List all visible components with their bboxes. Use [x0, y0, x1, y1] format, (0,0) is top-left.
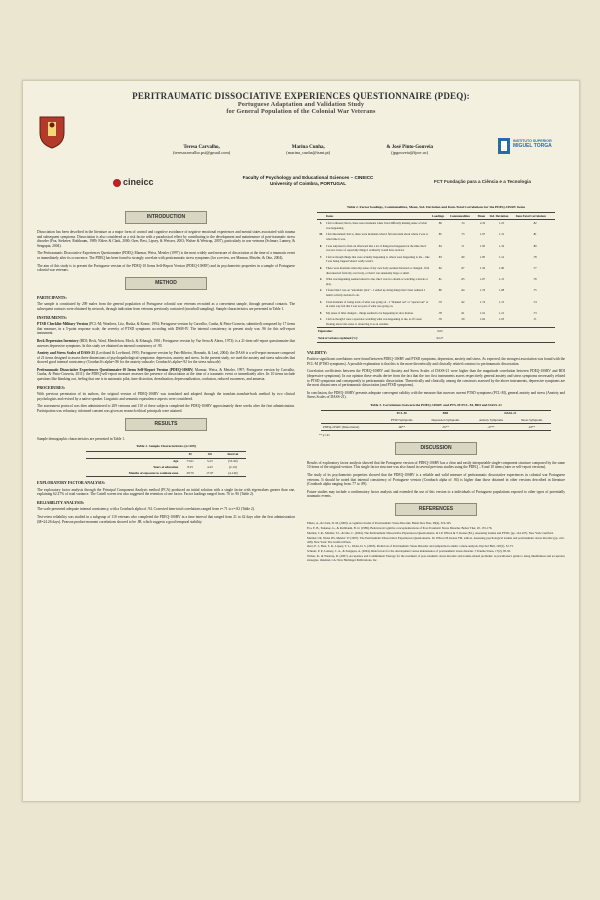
table-row	[317, 310, 555, 317]
method-banner: METHOD	[125, 277, 207, 290]
table-cell: .76	[438, 317, 442, 322]
poster-subtitle-2: for General Population of the Colonial War Veterans	[226, 108, 376, 115]
poster	[22, 80, 580, 802]
table-3-group: PCL-M	[382, 410, 421, 417]
table-cell: I felt confused; that is, there were moments when I had difficulty making sense of what was happening.	[326, 221, 427, 230]
intro-paragraph-3: The aim of this study is to present the Portuguese version of the PDEQ-10 Items Self-Report Version (PDEQ-10SRV) and its psychometric properties in a sample of Portuguese colonial war veterans.	[37, 263, 295, 273]
author-3	[386, 145, 433, 155]
table-cell: What was happening seemed unreal to me, like I was in a dream or watching a movie or play.	[326, 277, 428, 286]
table-cell: 1.25	[499, 221, 505, 226]
table-cell: 2.19	[480, 221, 486, 226]
introduction-banner: INTRODUCTION	[125, 211, 207, 224]
table-cell: .74	[532, 299, 537, 304]
poster-title-block	[23, 91, 579, 115]
instruments-heading: INSTRUMENTS:	[37, 315, 67, 320]
table-row	[317, 299, 555, 310]
table-cell: 1.95	[480, 243, 486, 248]
table-1-caption: Table 1. Sample Characteristics (n=209)	[136, 444, 196, 449]
table-cell: I had moments of losing track of what was going on – I "blanked out" or "spaced out" or in some way felt that I was not part of what was going on.	[326, 299, 429, 309]
table-2-header: Mean	[477, 212, 489, 220]
eigenvalue-label: Eigenvalue:	[317, 328, 431, 335]
table-cell: 1.67	[480, 277, 486, 282]
right-column	[307, 205, 565, 564]
reference-item: Foa, E. B., Steketee, G., & Rothbaum, B. O. (1989). Behavioral/cognitive conceptualizations of Post-Traumatic Stress Disorder. Behav Ther, 20, 155-176.	[307, 525, 493, 530]
table-2-header	[317, 212, 325, 220]
author-1-email: (teresacarvalho.psi@gmail.com)	[173, 150, 231, 155]
table-cell: 17.97	[200, 470, 220, 476]
faculty-line-1: Faculty of Psychology and Educational Sciences – CINEICC	[242, 175, 374, 180]
table-cell: 73.61	[186, 459, 194, 464]
instrument-pcl-name: PTSD Checklist-Military Version	[37, 322, 88, 327]
table-cell: 7.	[319, 254, 323, 259]
table-cell: 1.97	[480, 232, 486, 237]
author-3-name: & José Pinto-Gouveia	[386, 145, 433, 150]
procedures-heading: PROCEDURES:	[37, 385, 66, 390]
table-3-subheader: Stress Symptoms	[512, 417, 551, 424]
instrument-dass	[37, 351, 295, 365]
poster-subtitle-1: Portuguese Adaptation and Validation Study	[237, 101, 365, 108]
table-3-subheader: Anxiety Symptoms	[470, 417, 513, 424]
discussion-paragraph-2: The study of its psychometric properties showed that the PDEQ-10SRV is a reliable and valid measure of peritraumatic dissociative experiences in colonial war Portuguese veterans. It should be noted that internal consistency of Portuguese version (Cronbach alpha of .94) is higher than those obtained in other versions described in literature (Cronbach alpha ranging from .77 to .89).	[307, 472, 565, 487]
table-cell: 8.25	[187, 464, 193, 469]
table-cell: .71	[460, 243, 465, 248]
table-cell: .73	[460, 232, 465, 237]
references-banner: REFERENCES	[395, 503, 477, 516]
table-cell: .86	[438, 221, 442, 226]
table-cell: 6.	[319, 265, 323, 270]
table-cell: 1.12	[499, 254, 505, 259]
table-row	[317, 243, 555, 254]
instrument-bdi-name: Beck Depression Inventory	[37, 338, 79, 343]
table-row	[317, 265, 555, 276]
validity-heading: VALIDITY:	[307, 350, 327, 355]
validity-paragraph-3: In conclusion, the PDEQ-10SRV presents adequate convergent validity with the measure that assesses current PTSD symptoms (PCL-M), general anxiety and stress (Anxiety and Stress Scales of DASS-21).	[307, 390, 565, 400]
intro-paragraph-2: The Peritraumatic Dissociative Experiences Questionnaire (PDEQ; Marmar, Weiss, Metzler (1997) is the most widely used measure of dissociation at the time of a traumatic event or immediately after its occurrence. The PDEQ has been found to strongly correlate with posttraumatic stress symptoms (for a review, see Marmar, Metzler, & Otte, 2004).	[37, 251, 295, 260]
table-row	[317, 276, 555, 287]
variance-label: Total of variance explained (%):	[317, 335, 431, 342]
table-2-caption: Table 2. Factor loadings, Communalities, Mean, Std. Deviation and Item-Total Correlations for the PDEQ-10SRV items	[346, 205, 526, 209]
table-cell: 1.85	[480, 254, 486, 259]
cineicc-logo	[113, 177, 154, 187]
reliability-heading: RELIABILITY ANALYSIS:	[37, 500, 85, 505]
left-column	[37, 207, 295, 527]
table-cell: I found that I was on "automatic pilot" – I ended up doing things that I later realized I hadn't actively decided to do.	[326, 288, 425, 297]
table-cell: .75	[532, 288, 537, 293]
table-cell: .47**	[470, 423, 513, 430]
results-paragraph: Sample demographic characteristics are presented in Table 1.	[37, 436, 125, 441]
reference-item: Ehlers, A., & Clark, D. M. (2000). A cognitive model of Posttraumatic Stress Disorder. Behav Res Ther, 38(4), 319-345.	[307, 520, 452, 525]
table-cell: .82	[438, 265, 442, 270]
table-cell: 1.19	[499, 243, 505, 248]
table-cell: .71	[532, 317, 537, 322]
table-1-header: M	[180, 451, 200, 458]
table-cell: 1.	[319, 317, 323, 322]
participants-paragraph: The sample is constituted by 209 males from the general population of Portuguese colonial war veterans recruited as a convenient sample, through personal contacts. The subsequent contacts were obtained by network, through indication from veterans previously contacted (snowball sampling). Sample characteristics are presented in Table 1.	[37, 302, 295, 311]
table-cell: (2-19)	[228, 464, 237, 469]
table-cell: 1.03	[499, 317, 505, 322]
table-cell: .81	[532, 232, 537, 237]
table-cell: .81	[438, 277, 442, 282]
table-cell: Years of education	[153, 464, 179, 469]
instrument-pdeq-name: Peritraumatic Dissociative Experiences Questionnaire-10 Items Self-Report Version (PDEQ-10SRV;	[37, 367, 194, 372]
efa-heading: EXPLORATORY FACTOR ANALYSIS:	[37, 480, 106, 485]
ismt-logo	[497, 137, 553, 157]
table-3-group: DASS-21	[470, 410, 551, 417]
ismt-line-2: MIGUEL TORGA	[513, 143, 552, 149]
table-cell: .84	[438, 243, 442, 248]
table-cell: Months of exposure to combate zone	[86, 470, 180, 476]
faculty-block	[223, 175, 393, 187]
poster-title: PERITRAUMATIC DISSOCIATIVE EXPERIENCES QUESTIONNAIRE (PDEQ):	[132, 91, 470, 101]
table-3-subheader: PTSD Symptoms	[382, 417, 421, 424]
table-cell: .80	[532, 243, 537, 248]
table-row	[317, 220, 555, 232]
table-cell: 5.23	[207, 459, 213, 464]
table-cell: 1.91	[480, 310, 486, 315]
cineicc-text: cineicc	[123, 177, 154, 187]
table-cell: I felt as though I were a spectator watching what was happening to me, as if I were floating above the scene or observing it as an outsider.	[326, 317, 422, 326]
table-cell: .79	[438, 299, 442, 304]
table-2-header: Std. Deviation	[489, 212, 515, 220]
table-row	[317, 287, 555, 298]
reference-item: Marmar CR, Weiss DS, Metzler TJ (1997). The Peritraumatic Dissociative Experiences Questionnaire. In: Wilson JP, Keane TM, editors. Assessing psychological trauma and posttraumatic stress disorder (pp. 412–428). New York: The Guilford Press.	[307, 535, 565, 544]
table-3-caption: Table 3. Correlations between the PDEQ-10SRV and PTS-M PCL-M, BDI and DASS-21	[370, 403, 502, 407]
table-cell: 1.08	[499, 288, 505, 293]
table-cell: .62	[460, 299, 465, 304]
ismt-line-1: INSTITUTO SUPERIOR	[513, 139, 552, 143]
cineicc-dot-icon	[113, 179, 121, 187]
table-cell: .67	[460, 265, 465, 270]
table-cell: I was surprised to find out afterward that a lot of things had happened at the time that I was not aware of, especially things I ordinarily would have noticed.	[326, 243, 427, 253]
table-cell: .66**	[382, 423, 421, 430]
table-1-header: Interval	[220, 451, 246, 458]
table-cell: .85	[438, 232, 442, 237]
instrument-pcl	[37, 322, 295, 336]
table-1	[86, 451, 246, 477]
table-cell: .65	[460, 277, 465, 282]
table-1-header: SD	[200, 451, 220, 458]
table-cell: (53-90)	[228, 459, 238, 464]
table-cell: .78	[438, 310, 442, 315]
intro-paragraph-1: Dissociation has been described in the literature as a major form of control and cognitive avoidance of negative emotional experiences and mental states associated with trauma and subsequent symptoms. Dissociation is also considered as a risk factor with a paradoxical effect by contributing to the development and maintenance of post-traumatic stress disorder (Foa, Steketee, Rothbaum, 1989; Ehlers & Clark, 2000; Ozer, Best, Lipsey, & Weisser, 2003; Walser & Westrup, 2007), particularly in war veterans (Schnurr, Lunney, & Sengupta, 2004).	[37, 230, 295, 248]
author-1-name: Teresa Carvalho,	[183, 145, 220, 150]
discussion-banner: DISCUSSION	[395, 442, 477, 455]
table-cell: My sense of time changed – things seemed to be happening in slow motion.	[326, 310, 414, 315]
table-cell: 10.	[319, 232, 323, 237]
instrument-pdeq-text: Marmar, Weiss, & Metzler, 1997; Portuguese version by Carvalho, Cunha, & Pinto-Gouveia, 2011): the PDEQ-self-report measure assesses the presence of dissociation at the time of a traumatic event or immediately after. Its 10 items include questions like blanking out, feeling that one is in automatic pilot, time distortion, derealization, depersonalization, confusion, reduced awareness, and amnesia.	[37, 367, 296, 382]
table-3-group: BDI	[421, 410, 470, 417]
participants-heading: PARTICIPANTS:	[37, 295, 67, 300]
table-cell: 1.74	[480, 299, 486, 304]
table-cell: 1.21	[499, 310, 505, 315]
table-cell: There were moments when my sense of my own body seemed distorted or changed. I felt disconnected from my own body, or that it was unusually large or small.	[326, 265, 430, 275]
table-cell: 5.	[319, 221, 323, 226]
reference-item: Ozer, E. J., Best, S. R., Lipsey, T. L., Weiss, D. S. (2003). Predictors of Posttraumatic Stress Disorder and symptoms in adults: a meta-analysis. Psychol Bull, 129(1), 52-73.	[307, 544, 514, 549]
results-banner: RESULTS	[125, 418, 207, 431]
table-cell: .82	[532, 221, 537, 226]
table-cell: .78	[532, 254, 537, 259]
instrument-bdi-text: (BDI; Beck, Ward, Mendelson, Mock, & Erbaugh, 1961; Portuguese version by Vaz Serra & Abreu, 1973): is a 21-item self-report questionnaire that assesses depressive symptoms. In this study we obtained an internal consistency of .90.	[37, 338, 295, 348]
fct-logo: FCT Fundação para a Ciência e a Tecnologia	[433, 179, 531, 184]
table-cell: PDEQ-10SRV (Dissociation)	[321, 423, 382, 430]
table-cell: 1.56	[480, 265, 486, 270]
table-1-header	[86, 451, 180, 458]
discussion-paragraph-3: Future studies may include a confirmatory factor analysis and extended the use of this version to a individuals of Portuguese populations exposed to other types of potentially traumatic events.	[307, 489, 565, 499]
table-3-subheader: Depression Symptoms	[421, 417, 470, 424]
table-cell: (4-140)	[220, 470, 246, 476]
table-cell: .61	[460, 310, 465, 315]
table-3	[321, 410, 551, 432]
author-2	[286, 145, 330, 155]
table-cell: 1.00	[499, 265, 505, 270]
table-cell: 3.	[319, 299, 323, 304]
validity-paragraph-2: Correlation coefficients between the PDEQ-10SRV and Anxiety and Stress Scales of DASS-21 were higher than the magnitude correlation between PDEQ-10SRV and BDI (depressive symptoms). In our opinion these results derive from the fact that the two first instruments assess respectively general anxiety and stress symptoms necessarily related to PTSD symptoms and consequently to peritraumatic dissociation. Theoretically and clinically, among the constructs assessed by the above instruments, depressive symptoms are the most distant ones of peritraumatic dissociation (and PTSD symptoms).	[307, 369, 565, 388]
table-cell: .83	[438, 254, 442, 259]
table-row	[317, 231, 555, 242]
reliability-paragraph-2: Test-retest reliability was studied in a subgroup of 110 veterans who completed the PDEQ-10SRV in a time interval that ranged from 21 to 42 days after the first administration (M=24.26 days). Pearson product-moment correlations showed to be .88, which suggests a good temporal stability.	[37, 514, 295, 524]
faculty-line-2: University of Coimbra, PORTUGAL	[269, 181, 347, 187]
table-cell: 1.15	[499, 277, 505, 282]
table-cell: I felt disoriented; that is, there were moments when I felt uncertain about where I was or what time it was.	[326, 232, 429, 241]
authors	[173, 145, 433, 155]
table-row	[317, 328, 555, 335]
table-cell: .64	[460, 288, 465, 293]
reference-item: Walser, R., & Westrup, D. (2007). Acceptance and Commitment Therapy for the treatment of post-traumatic stress disorder and trauma-related problems: A practitioner's guide to using mindfulness and acceptance strategies. Oakland, CA: New Harbinger Publications, Inc.	[307, 554, 565, 563]
table-cell: .77	[532, 265, 537, 270]
author-3-email: (jpgouveia@fpce.uc)	[391, 150, 429, 155]
eigenvalue-value: 6.63	[431, 328, 449, 335]
instrument-dass-name: Anxiety and Stress Scales of DASS-21	[37, 351, 95, 356]
table-cell: 8.	[319, 243, 323, 248]
reference-item: Schnurr, P. P., Lunney, C. A., & Sengupta, A. (2004). Risk factors for the development versus maintenance of posttraumatic stress disorder. J Trauma Stress, 17(2), 85-95.	[307, 549, 511, 554]
references-list	[307, 522, 565, 563]
reference-item: Marmar, C.R., Metzler, T.J., & Otte, C. (2004). The Peritraumatic Dissociative Experiences Questionnaire. In J.P. Wilson & T. Keane (Ed.), Assessing trauma and PTSD. (pp. 144-167). New York: Guilford.	[307, 530, 554, 535]
table-cell: 1.15	[499, 299, 505, 304]
procedures-paragraph-2: The assessment protocol was then administered to 209 veterans and 110 of these subjects completed the PDEQ-10SRV approximately three weeks after the first administration. Participation was voluntary, informed consent was given an research ethical principals were attained.	[37, 404, 295, 414]
table-2-header: Loadings	[431, 212, 449, 220]
table-2-header: Items	[325, 212, 431, 220]
table-cell: .59	[460, 317, 465, 322]
procedures-paragraph-1: With previous permission of its authors, the original version of PDEQ-10SRV was translated and adapted through the translate–translate-back method by two clinical psychologists and revised by a native speaker. Linguistic and semantic equivalence aspects were considered.	[37, 392, 295, 401]
table-row	[321, 423, 551, 430]
table-cell: 1.62	[480, 317, 486, 322]
ismt-logo-mark-icon	[497, 137, 511, 155]
table-cell: 1.76	[480, 288, 486, 293]
table-cell: I felt as though things that were actually happening to others were happening to me – like I was being trapped when I really wasn't.	[326, 254, 430, 264]
table-cell: .73	[532, 310, 537, 315]
table-cell: .35**	[421, 423, 470, 430]
table-2-header: Item-Total Correlation	[515, 212, 555, 220]
efa-paragraph: The exploratory factor analysis through the Principal Component Analysis method (PCA) produced an initial solution with a single factor with eigenvalues greater than one, explaining 62.27% of total variance. The Cattell screen test also suggested the retention of one factor. Factor loadings ranged from .76 to .96 (Table 2).	[37, 487, 295, 497]
table-cell: .76	[532, 277, 537, 282]
table-cell: 28.70	[180, 470, 200, 476]
table-cell: 4.43	[207, 464, 213, 469]
author-1	[173, 145, 230, 155]
table-row	[317, 254, 555, 265]
instrument-bdi	[37, 339, 295, 348]
instrument-pcl-text: (PCL-M; Weathers, Litz, Huska, & Keane, 1994; Portuguese version by Carvalho, Cunha, & Pinto-Gouveia, submitted) composed by 17 items that measure, in a 5-point response scale, the severity of PTSD symptoms according with DSM-IV. The internal consistency in present study was .96 for this self-report instrument.	[37, 322, 295, 336]
table-cell: .80	[438, 288, 442, 293]
table-cell: 1.31	[499, 232, 505, 237]
instrument-pdeq	[37, 368, 295, 382]
table-cell: 4.	[319, 277, 323, 282]
table-row	[317, 316, 555, 328]
table-row	[317, 335, 555, 342]
table-cell: 9.	[319, 310, 323, 315]
author-2-name: Marina Cunha,	[291, 145, 325, 150]
table-cell: .69	[460, 254, 465, 259]
instrument-dass-text: (Lovibond & Lovibond, 1995; Portuguese version by Pais-Ribeiro, Honrado, & Leal, 2004): the DASS is a self-report measure composed of 21 items designed to assess three dimensions of psychopathological symptoms: depression, anxiety and stress. In the present study, we used the anxiety and stress subscales that showed good internal consistency (Cronbach's alpha=.86 for the anxiety subscale; Cronbach's alpha=.92 for the stress subscale)	[37, 351, 295, 365]
table-2-header: Communalities	[449, 212, 477, 220]
table-cell: Age	[173, 459, 179, 464]
reliability-paragraph-1: The scale presented adequate internal consistency, with a Cronbach alpha of .94. Corrected item-total correlations ranged from r=.71 to r=.82 (Table 2).	[37, 507, 255, 512]
table-2	[317, 212, 555, 343]
author-2-email: (marina_cunha@ismt.pt)	[286, 150, 331, 155]
variance-value: 62.27	[431, 335, 449, 342]
discussion-paragraph-1: Results of exploratory factor analysis showed that the Portuguese version of PDEQ-10SRV has a clear and easily interpretable single-component structure composed by the same 10 items of the original version. This single factor structure was also found in several previous studies using the PDEQ – 8 and 10 items (rater or self-report versions).	[307, 460, 565, 470]
table-cell: .74	[460, 221, 465, 226]
university-crest-icon	[37, 113, 67, 149]
table-row	[86, 470, 246, 476]
validity-paragraph-1: Positive significant correlations were found between PDEQ-10SRV and PTSD symptoms, depression, anxiety and stress. As expected, the strongest association was found with the PCL-M (PTSD symptoms). A possible explanation is that this is the more theoretically and clinically related construct to peritraumatic dissociation.	[307, 357, 565, 366]
table-cell: .43**	[512, 423, 551, 430]
table-cell: 2.	[319, 288, 323, 293]
table-3-note: ** p<.01	[319, 433, 330, 438]
